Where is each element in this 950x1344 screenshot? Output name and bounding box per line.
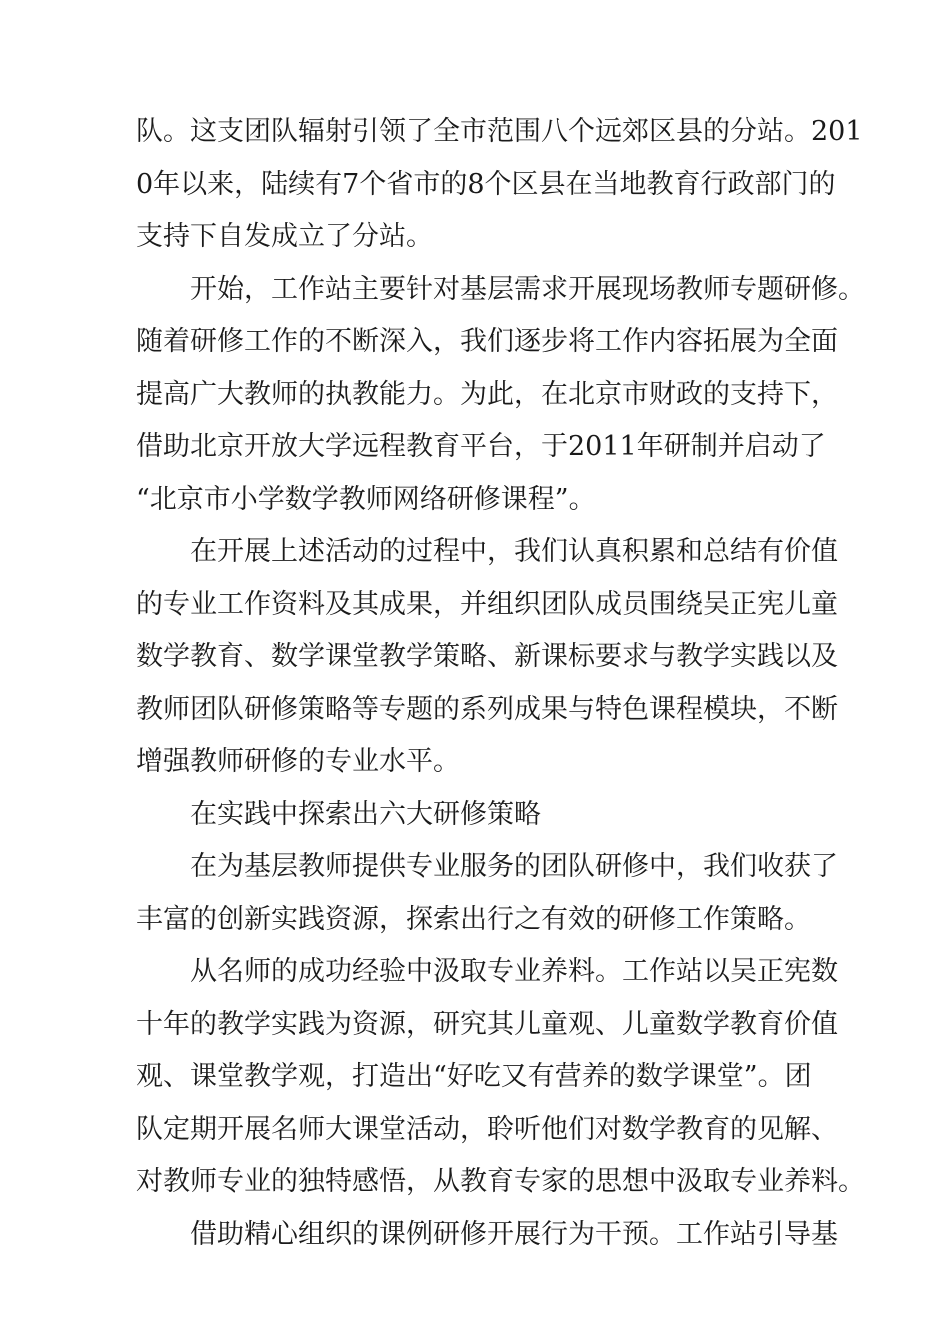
paragraph-accumulated-results [136, 526, 838, 789]
text-line: 从名师的成功经验中汲取专业养料。工作站以吴正宪数 [190, 956, 838, 987]
text-line: 队。这支团队辐射引领了全市范围八个远郊区县的分站。201 [136, 116, 863, 147]
text-line: 教师团队研修策略等专题的系列成果与特色课程模块，不断 [136, 693, 838, 725]
text-line: 增强教师研修的专业水平。 [136, 746, 460, 777]
text-line: 借助北京开放大学远程教育平台，于2011年研制并启动了 [136, 431, 826, 462]
text-line: 在实践中探索出六大研修策略 [190, 798, 541, 830]
text-line: 开始，工作站主要针对基层需求开展现场教师专题研修。 [190, 273, 865, 305]
text-line: 数学教育、数学课堂教学策略、新课标要求与教学实践以及 [136, 641, 838, 672]
paragraph-practice-resources [136, 841, 838, 946]
text-line: 队定期开展名师大课堂活动，聆听他们对数学教育的见解、 [136, 1113, 838, 1145]
paragraph-branch-stations [136, 106, 863, 264]
text-line: “北京市小学数学教师网络研修课程”。 [136, 483, 596, 515]
paragraph-online-course [136, 264, 865, 527]
text-line: 对教师专业的独特感悟，从教育专家的思想中汲取专业养料。 [136, 1166, 865, 1197]
text-line: 支持下自发成立了分站。 [136, 221, 433, 252]
text-line: 随着研修工作的不断深入，我们逐步将工作内容拓展为全面 [136, 326, 838, 357]
text-line: 在开展上述活动的过程中，我们认真积累和总结有价值 [190, 536, 838, 567]
text-line: 0年以来，陆续有7个省市的8个区县在当地教育行政部门的 [136, 168, 836, 200]
section-heading [136, 789, 826, 842]
text-line: 在为基层教师提供专业服务的团队研修中，我们收获了 [190, 851, 838, 882]
paragraph-lesson-study [136, 1209, 838, 1262]
text-line: 观、课堂教学观，打造出“好吃又有营养的数学课堂”。团 [136, 1061, 812, 1092]
text-line: 丰富的创新实践资源，探索出行之有效的研修工作策略。 [136, 903, 811, 935]
text-line: 十年的教学实践为资源，研究其儿童观、儿童数学教育价值 [136, 1008, 838, 1040]
document-body [136, 106, 865, 1261]
text-line: 的专业工作资料及其成果，并组织团队成员围绕吴正宪儿童 [136, 588, 838, 620]
text-line: 借助精心组织的课例研修开展行为干预。工作站引导基 [190, 1218, 838, 1250]
paragraph-master-teacher [136, 946, 865, 1209]
text-line: 提高广大教师的执教能力。为此，在北京市财政的支持下， [136, 378, 838, 410]
